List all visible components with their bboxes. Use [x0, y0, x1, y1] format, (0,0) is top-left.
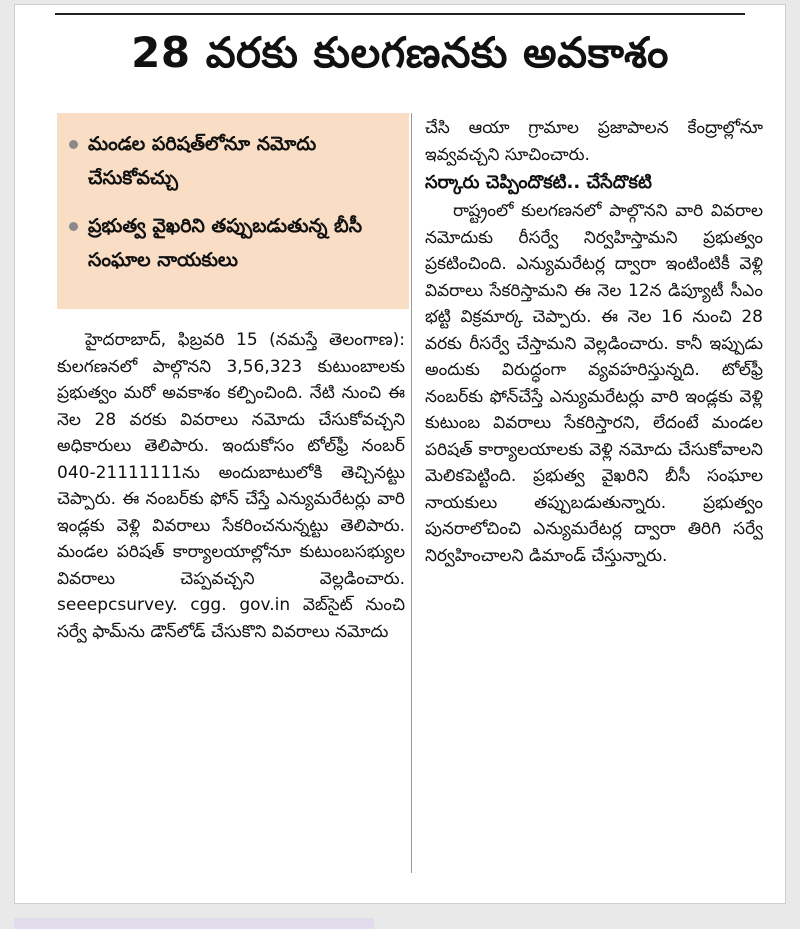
- article-body-right: [425, 115, 763, 569]
- highlight-item: [69, 209, 397, 277]
- top-rule: [55, 13, 745, 15]
- highlight-text: ప్రభుత్వ వైఖరిని తప్పుబడుతున్న బీసీ సంఘాల నాయకులు: [88, 215, 363, 271]
- article-body-left: [57, 327, 405, 645]
- body-paragraph-continued: చేసి ఆయా గ్రామాల ప్రజాపాలన కేంద్రాల్లోనూ ఇవ్వవచ్చని సూచించారు.: [425, 118, 763, 165]
- bottom-strip: [14, 918, 374, 929]
- body-paragraph: రాష్ట్రంలో కులగణనలో పాల్గొనని వారి వివరాల నమోదుకు రీసర్వే నిర్వహిస్తామని ప్రభుత్వం ప్రకటించింది. ఎన్యుమరేటర్ల ద్వారా ఇంటింటికీ వెళ్లి వివరాలు సేకరిస్తామని ఈ నెల 12న డిప్యూటీ సీఎం భట్టి విక్రమార్క చెప్పారు. ఈ నెల 16 నుంచి 28 వరకు రీసర్వే చేస్తామని వెల్లడించారు. కానీ ఇప్పుడు అందుకు విరుద్ధంగా వ్యవహరిస్తున్నది. టోల్‌ఫ్రీ నంబర్‌కు ఫోన్‌చేస్తే ఎన్యుమరేటర్లు వారి ఇండ్లకు వెళ్లి కుటుంబ వివరాలు సేకరిస్తారని, లేదంటే మండల పరిషత్ కార్యాలయాలకు వెళ్లి నమోదు చేసుకోవాలని మెలికపెట్టింది. ప్రభుత్వ వైఖరిని బీసీ సంఘాల నాయకులు తప్పుబడుతున్నారు. ప్రభుత్వం పునరాలోచించి ఎన్యుమరేటర్ల ద్వారా తిరిగి సర్వే నిర్వహించాలని డిమాండ్ చేస్తున్నారు.: [425, 201, 763, 566]
- bullet-icon: [69, 222, 78, 231]
- body-paragraph: హైదరాబాద్, ఫిబ్రవరి 15 (నమస్తే తెలంగాణ): కులగణనలో పాల్గొనని 3,56,323 కుటుంబాలకు ప్రభుత్వం మరో అవకాశం కల్పించింది. నేటి నుంచి ఈ నెల 28 వరకు వివరాలు నమోదు చేసుకోవచ్చని అధికారులు తెలిపారు. ఇందుకోసం టోల్‌ఫ్రీ నంబర్ 040-21111111ను అందుబాటులోకి తెచ్చినట్టు చెప్పారు. ఈ నంబర్‌కు ఫోన్ చేస్తే ఎన్యుమరేటర్లు వారి ఇండ్లకు వెళ్లి వివరాలు సేకరించనున్నట్టు తెలిపారు. మండల పరిషత్ కార్యాలయాల్లోనూ కుటుంబసభ్యుల వివరాలు చెప్పవచ్చని వెల్లడించారు. seeepcsurvey. cgg. gov.in వెబ్‌సైట్ నుంచి సర్వే ఫామ్‌ను డౌన్‌లోడ్ చేసుకొని వివరాలు నమోదు: [57, 330, 405, 642]
- highlight-text: మండల పరిషత్‌లోనూ నమోదు చేసుకోవచ్చు: [88, 133, 317, 189]
- column-divider: [411, 113, 412, 873]
- subheading: సర్కారు చెప్పిందొకటి.. చేసేదొకటి: [425, 172, 652, 193]
- highlights-box: [57, 113, 409, 309]
- newspaper-clipping: [14, 4, 786, 904]
- bullet-icon: [69, 140, 78, 149]
- highlight-item: [69, 127, 397, 195]
- headline: 28 వరకు కులగణనకు అవకాశం: [131, 28, 669, 77]
